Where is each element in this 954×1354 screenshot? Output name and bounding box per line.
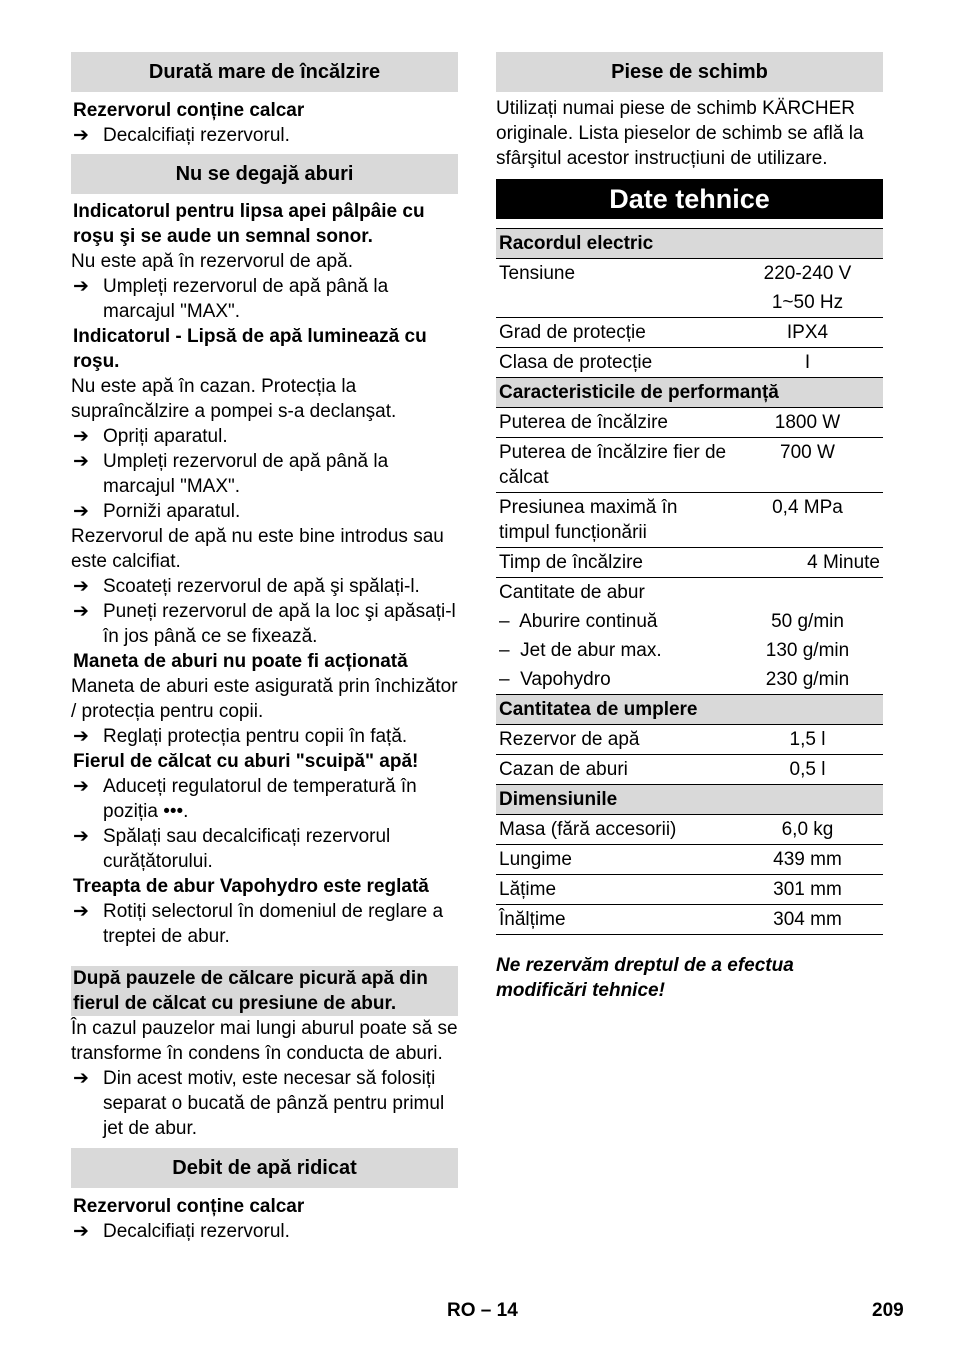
arrow-icon: ➔ xyxy=(73,125,89,146)
row-value: 700 W xyxy=(732,438,883,493)
subheading-vapohydro: Treapta de abur Vapohydro este reglată xyxy=(73,876,429,897)
step: ➔ Spălați sau decalcificați rezervorul curățătorului. xyxy=(73,826,391,872)
table-row xyxy=(496,607,883,636)
row-value: 0,5 l xyxy=(732,755,883,785)
table-row xyxy=(496,493,883,548)
row-value: 4 Minute xyxy=(732,548,883,578)
subheading-steam-lever: Maneta de aburi nu poate fi acționată xyxy=(73,651,408,672)
group-label: Caracteristicile de performanță xyxy=(496,378,883,408)
subheading-tank-calc: Rezervorul conține calcar xyxy=(73,100,305,121)
row-value: 220-240 V xyxy=(763,263,852,284)
row-label: – Vapohydro xyxy=(499,669,611,690)
disclaimer-note: Ne rezervăm dreptul de a efectua modificări tehnice! xyxy=(496,955,794,1001)
arrow-icon: ➔ xyxy=(73,1068,89,1089)
row-label: Puterea de încălzire xyxy=(496,408,732,438)
row-label: Grad de protecție xyxy=(496,318,732,348)
step: ➔ Decalcifiați rezervorul. xyxy=(73,1221,290,1242)
table-row xyxy=(496,548,883,578)
row-label: Puterea de încălzire fier de călcat xyxy=(496,438,732,493)
row-label: Înălțime xyxy=(496,905,732,935)
table-row xyxy=(496,288,883,318)
group-label: Dimensiunile xyxy=(496,785,883,815)
row-value: 301 mm xyxy=(732,875,883,905)
row-label: Cazan de aburi xyxy=(496,755,732,785)
paragraph: Nu este apă în rezervorul de apă. xyxy=(71,251,354,272)
row-value: 230 g/min xyxy=(765,669,850,690)
step: ➔ Opriți aparatul. xyxy=(73,426,228,447)
row-value: I xyxy=(732,348,883,378)
paragraph: Nu este apă în cazan. Protecția la supraîncălzire a pompei s-a declanşat. xyxy=(71,376,397,422)
step: ➔ Reglați protecția pentru copii în față. xyxy=(73,726,408,747)
table-group-row xyxy=(496,378,883,408)
row-value: 439 mm xyxy=(732,845,883,875)
arrow-icon: ➔ xyxy=(73,776,89,797)
row-label: – Jet de abur max. xyxy=(499,640,662,661)
section-heading-high-water-flow: Debit de apă ridicat xyxy=(71,1148,458,1188)
arrow-icon: ➔ xyxy=(73,901,89,922)
row-label: – Aburire continuă xyxy=(499,611,658,632)
step: ➔ Puneți rezervorul de apă la loc şi apăsați-l în jos până ce se fixează. xyxy=(73,601,456,647)
arrow-icon: ➔ xyxy=(73,1221,89,1242)
step: ➔ Aduceți regulatorul de temperatură în poziția •••. xyxy=(73,776,417,822)
table-row xyxy=(496,815,883,845)
row-label: Lungime xyxy=(496,845,732,875)
row-value: 50 g/min xyxy=(771,611,844,632)
group-label: Racordul electric xyxy=(496,229,883,259)
subheading-indicator-flashing: Indicatorul pentru lipsa apei pâlpâie cu roşu şi se aude un semnal sonor. xyxy=(73,201,425,247)
row-value: IPX4 xyxy=(732,318,883,348)
technical-data-title: Date tehnice xyxy=(496,179,883,219)
row-label: Rezervor de apă xyxy=(496,725,732,755)
row-label: Masa (fără accesorii) xyxy=(496,815,732,845)
right-column xyxy=(496,52,883,1003)
table-row xyxy=(496,259,883,289)
subheading-iron-spits: Fierul de călcat cu aburi "scuipă" apă! xyxy=(73,751,419,772)
table-row xyxy=(496,755,883,785)
row-label: Presiunea maximă în timpul funcționării xyxy=(496,493,732,548)
row-value: 1~50 Hz xyxy=(732,288,883,318)
step: ➔ Scoateți rezervorul de apă şi spălați-l. xyxy=(73,576,420,597)
row-label: Clasa de protecție xyxy=(496,348,732,378)
table-row xyxy=(496,348,883,378)
section-heading-long-heating: Durată mare de încălzire xyxy=(71,52,458,92)
section-heading-no-steam: Nu se degajă aburi xyxy=(71,154,458,194)
row-value: 1,5 l xyxy=(732,725,883,755)
page-section-label: RO – 14 xyxy=(447,1300,518,1321)
row-value: 0,4 MPa xyxy=(732,493,883,548)
step: ➔ Decalcifiați rezervorul. xyxy=(73,125,290,146)
step: ➔ Umpleți rezervorul de apă până la marcajul "MAX". xyxy=(73,276,389,322)
row-value: 1800 W xyxy=(732,408,883,438)
paragraph: Rezervorul de apă nu este bine introdus sau este calcifiat. xyxy=(71,526,444,572)
table-row xyxy=(496,845,883,875)
paragraph: Maneta de aburi este asigurată prin închizător / protecția pentru copii. xyxy=(71,676,458,722)
arrow-icon: ➔ xyxy=(73,451,89,472)
arrow-icon: ➔ xyxy=(73,826,89,847)
table-group-row xyxy=(496,785,883,815)
row-label: Cantitate de abur xyxy=(499,582,645,603)
group-label: Cantitatea de umplere xyxy=(496,695,883,725)
step: ➔ Rotiți selectorul în domeniul de reglare a treptei de abur. xyxy=(73,901,444,947)
arrow-icon: ➔ xyxy=(73,276,89,297)
page-number: 209 xyxy=(872,1300,904,1321)
table-row xyxy=(496,875,883,905)
arrow-icon: ➔ xyxy=(73,576,89,597)
arrow-icon: ➔ xyxy=(73,426,89,447)
arrow-icon: ➔ xyxy=(73,501,89,522)
left-column xyxy=(71,52,458,1244)
subheading-indicator-lit: Indicatorul - Lipsă de apă luminează cu roşu. xyxy=(73,326,427,372)
row-value: 6,0 kg xyxy=(732,815,883,845)
step: ➔ Umpleți rezervorul de apă până la marcajul "MAX". xyxy=(73,451,389,497)
subheading-tank-calc-2: Rezervorul conține calcar xyxy=(73,1196,305,1217)
table-row xyxy=(496,408,883,438)
section-heading-spare-parts: Piese de schimb xyxy=(496,52,883,92)
step: ➔ Din acest motiv, este necesar să folosiți separat o bucată de pânză pentru primul jet de abur. xyxy=(73,1068,445,1139)
step: ➔ Porniži aparatul. xyxy=(73,501,241,522)
row-label: Timp de încălzire xyxy=(496,548,732,578)
row-label: Lățime xyxy=(496,875,732,905)
spare-parts-text: Utilizați numai piese de schimb KÄRCHER originale. Lista pieselor de schimb se află la sfârşitul acestor instrucțiuni de utilizare. xyxy=(496,98,864,169)
table-row xyxy=(496,725,883,755)
table-row xyxy=(496,636,883,665)
table-row xyxy=(496,438,883,493)
table-row xyxy=(496,905,883,935)
paragraph: În cazul pauzelor mai lungi aburul poate să se transforme în condens în conducta de aburi. xyxy=(71,1018,458,1064)
row-value: 130 g/min xyxy=(765,640,850,661)
row-label: Tensiune xyxy=(499,263,576,284)
table-group-row xyxy=(496,229,883,259)
arrow-icon: ➔ xyxy=(73,726,89,747)
technical-data-table xyxy=(496,228,883,935)
table-row xyxy=(496,318,883,348)
table-row xyxy=(496,578,883,608)
row-value: 304 mm xyxy=(732,905,883,935)
table-row xyxy=(496,665,883,695)
arrow-icon: ➔ xyxy=(73,601,89,622)
table-group-row xyxy=(496,695,883,725)
section-heading-dripping: După pauzele de călcare picură apă din fierul de călcat cu presiune de abur. xyxy=(71,966,458,1016)
